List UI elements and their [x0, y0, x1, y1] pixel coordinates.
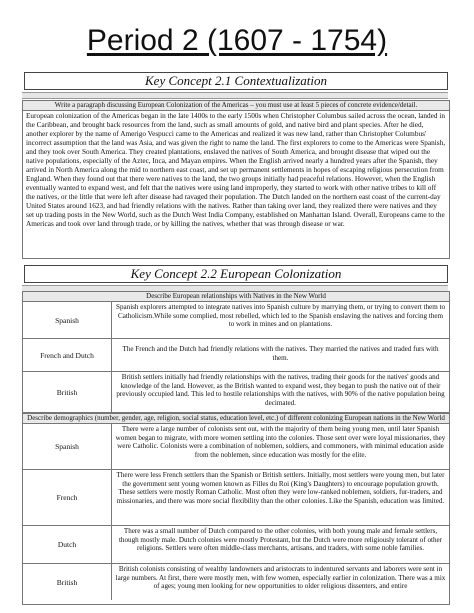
table-row: [23, 424, 449, 470]
row-label: British: [23, 372, 112, 412]
key-concept-2-2-heading: Key Concept 2.2 European Colonization: [24, 265, 448, 283]
colonization-table: [22, 291, 450, 605]
row-text: Spanish explorers attempted to integrate natives into Spanish culture by marrying them, or trying to convert them to Catholicism.While some complied, most rebelled, which led to the Spanish enslaving the natives and forcing them to work in mines and on plantations.: [116, 303, 445, 329]
row-text: British settlers initially had friendly relationships with the natives, trading their goods for the natives' goods and knowledge of the land. However, as the British wanted to expand west, they began to push the native out of their previously occupied land. This led to hostile relationships with the natives, with 90% of the native population being decimated.: [116, 373, 445, 407]
table-row: [23, 470, 449, 526]
row-text: The French and the Dutch had friendly relations with the natives. They married the natives and traded furs with them.: [122, 345, 439, 362]
contextualization-prompt: Write a paragraph discussing European Colonization of the Americas – you must use at least 5 pieces of concrete evidence/detail.: [23, 101, 449, 111]
demographics-section-header: Describe demographics (number, gender, age, religion, social status, education level, etc.) of different colonizing European nations in the New World: [23, 413, 449, 424]
table-row: [23, 339, 449, 372]
row-label: French and Dutch: [23, 339, 112, 371]
row-text: There were less French settlers than the Spanish or British settlers. Initially, most settlers were young men, but later the government sent young women known as Filles du Roi (King's Daughters) to encourage population growth. These settlers were mostly Roman Catholic. Most often they were low-ranked noblemen, soldiers, fur-traders, and missionaries, and there was more social flexibility than the other colonies. Like the Spanish, education was limited.: [116, 471, 445, 505]
key-concept-2-1-heading: Key Concept 2.1 Contextualization: [24, 72, 448, 90]
separator-band: [22, 92, 448, 99]
table-row: [23, 564, 449, 600]
contextualization-paragraph: European colonization of the Americas began in the late 1400s to the early 1500s when Christopher Columbus sailed across the ocean, landed in the Caribbean, and brought back resources from the land, such as small amounts of gold, and native bird and plant species. After he died, another explorer by the name of Amerigo Vespucci came to the Americas and realized it was new land, rather than Christopher Columbus' incorrect assumption that the land was Asia, and was given the right to name the land. The first explorers to come to the Americas were Spanish, and they took over South America. They created plantations, enslaved the natives of South America, and brought disease that wiped out the native populations, especially of the Aztec, Inca, and Mayan empires. When the English arrived nearly a hundred years after the Spanish, they arrived in North America along the mid to northern east coast, and set up permanent settlements in hopes of escaping religious persecution from England. When they found out that there were natives to the land, the two groups initially had peaceful relations. However, when the English eventually wanted to expand west, and felt that the natives were using land improperly, they started to work with other native tribes to kill off the natives, or the little that were left after disease had ravaged their population. The Dutch landed on the northern east coast of the current-day United States around 1623, and had friendly relations with the natives. Rather than taking over land, they realized there were natives and they set up trading posts in the New World, such as the Dutch West India Company, established on Manhattan Island. Overall, Europeans came to the Americas and took over land through trade, or by killing the natives, whether that was through disease or war.: [26, 112, 446, 228]
row-label: Spanish: [23, 302, 112, 338]
row-label: French: [23, 470, 112, 525]
contextualization-box: [22, 100, 450, 259]
table-row: [23, 302, 449, 339]
relations-section-header: Describe European relationships with Natives in the New World: [23, 292, 449, 302]
table-row: [23, 372, 449, 413]
table-row: [23, 526, 449, 564]
row-text: British colonists consisting of wealthy landowners and aristocrats to indentured servants and laborers were sent in large numbers. At first, there were mostly men, with few women, especially earlier in colonization. There was a mix of ages; young men looking for new opportunities to older religious dissenters, and entire: [115, 565, 446, 591]
row-label: Dutch: [23, 526, 112, 563]
row-text: There was a small number of Dutch compared to the other colonies, with both young male and female settlers, though mostly male. Dutch colonies were mostly Protestant, but the Dutch were more religiously tolerant of other religions. Settlers were often middle-class merchants, artisans, and traders, with some noble families.: [118, 527, 443, 553]
row-label: Spanish: [23, 424, 112, 469]
row-text: There were a large number of colonists sent out, with the majority of them being young men, until later Spanish women began to migrate, with more women settling into the colonies. Those sent over were loyal missionaries, they were Catholic. Colonists were a combination of noblemen, soldiers, and commoners, with minimal education aside from the noblemen, since education was mostly for the elite.: [115, 425, 446, 459]
page-title: Period 2 (1607 - 1754): [86, 24, 388, 57]
row-label: British: [23, 564, 112, 600]
